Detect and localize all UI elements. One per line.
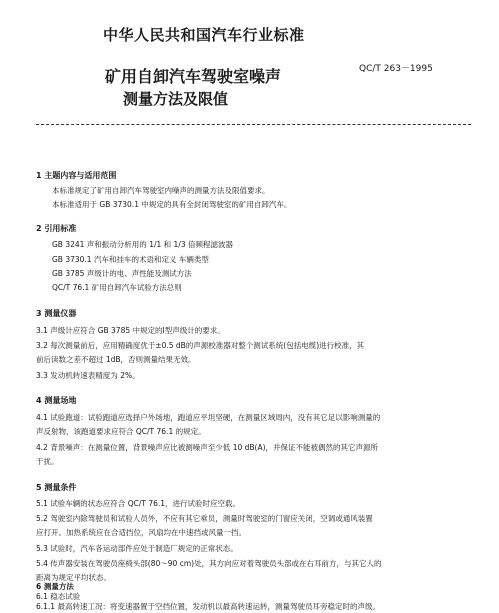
clause-4-1: 4.1 试验跑道：试验跑道应选择户外场地，跑道应平坦坚硬，在测量区域周内，没有其它足以影响测量的: [36, 413, 381, 422]
clause-5-3: 5.3 试验时，汽车各运动部件应处于制造厂规定的正常状态。: [36, 544, 238, 553]
section-3-heading: 3 测量仪器: [36, 309, 77, 318]
reference-item: GB 3785 声级计的电、声性能及测试方法: [52, 269, 192, 278]
issuing-organization: 中华人民共和国汽车行业标准: [103, 26, 305, 44]
section-6-heading: 6 测量方法: [36, 582, 74, 591]
clause-3-1: 3.1 声级计应符合 GB 3785 中规定的Ⅰ型声级计的要求。: [36, 326, 225, 335]
header-divider: [36, 124, 471, 125]
clause-6-1-1: 6.1.1 最高转速工况：将变速器置于空挡位置，发动机以最高转速运转，测量驾驶员耳旁稳定时的声级。: [36, 602, 380, 611]
section-1-heading: 1 主题内容与适用范围: [36, 171, 117, 180]
section-1-paragraph: 本标准适用于 GB 3730.1 中规定的具有全封闭驾驶室的矿用自卸汽车。: [52, 200, 292, 209]
section-2-heading: 2 引用标准: [36, 224, 77, 233]
clause-5-4-cont: 距离为规定平均状态。: [36, 573, 111, 582]
reference-item: GB 3241 声和振动分析用的 1/1 和 1/3 倍频程滤波器: [52, 240, 233, 249]
section-1-paragraph: 本标准规定了矿用自卸汽车驾驶室内噪声的测量方法及限值要求。: [52, 186, 270, 195]
clause-3-2: 3.2 每次测量前后，应用精确度优于±0.5 dB的声源校准器对整个测试系统(包括电缆)进行校准，其: [36, 341, 365, 350]
clause-5-1: 5.1 试验车辆的状态应符合 QC/T 76.1，进行试验时应空载。: [36, 499, 241, 508]
clause-3-2-cont: 前后读数之差不超过 1dB，否则测量结果无效。: [36, 355, 196, 364]
clause-3-3: 3.3 发动机转速表精度为 2%。: [36, 371, 140, 380]
clause-6-1: 6.1 稳态试验: [36, 592, 81, 601]
clause-4-2: 4.2 背景噪声：在测量位置，背景噪声应比被测噪声至少低 10 dB(A)，并保证不能被偶然的其它声源所: [36, 443, 379, 452]
clause-4-2-cont: 干扰。: [36, 457, 59, 466]
clause-5-2: 5.2 驾驶室内除驾驶员和试验人员外，不应有其它乘员，测量时驾驶室的门窗应关闭，空调或通风装置: [36, 514, 373, 523]
document-title-line1: 矿用自卸汽车驾驶室噪声: [105, 67, 282, 86]
section-5-heading: 5 测量条件: [36, 483, 77, 492]
document-title-line2: 测量方法及限值: [123, 90, 229, 108]
clause-4-1-cont: 声反射物，该跑道要求应符合 QC/T 76.1 的规定。: [36, 427, 206, 436]
standard-code: QC/T 263－1995: [359, 64, 433, 74]
section-4-heading: 4 测量场地: [36, 396, 77, 405]
reference-item: QC/T 76.1 矿用自卸汽车试验方法总则: [52, 283, 182, 292]
clause-5-2-cont: 应打开。加热系统应在合适挡位，风扇均在中速挡或风量一挡。: [36, 528, 246, 537]
clause-5-4: 5.4 传声器安装在驾驶员座椅头部(80～90 cm)处，其方向应对着驾驶员头部或在右耳前方，与其它人的: [36, 559, 382, 568]
reference-item: GB 3730.1 汽车和挂车的术语和定义 车辆类型: [52, 255, 209, 264]
